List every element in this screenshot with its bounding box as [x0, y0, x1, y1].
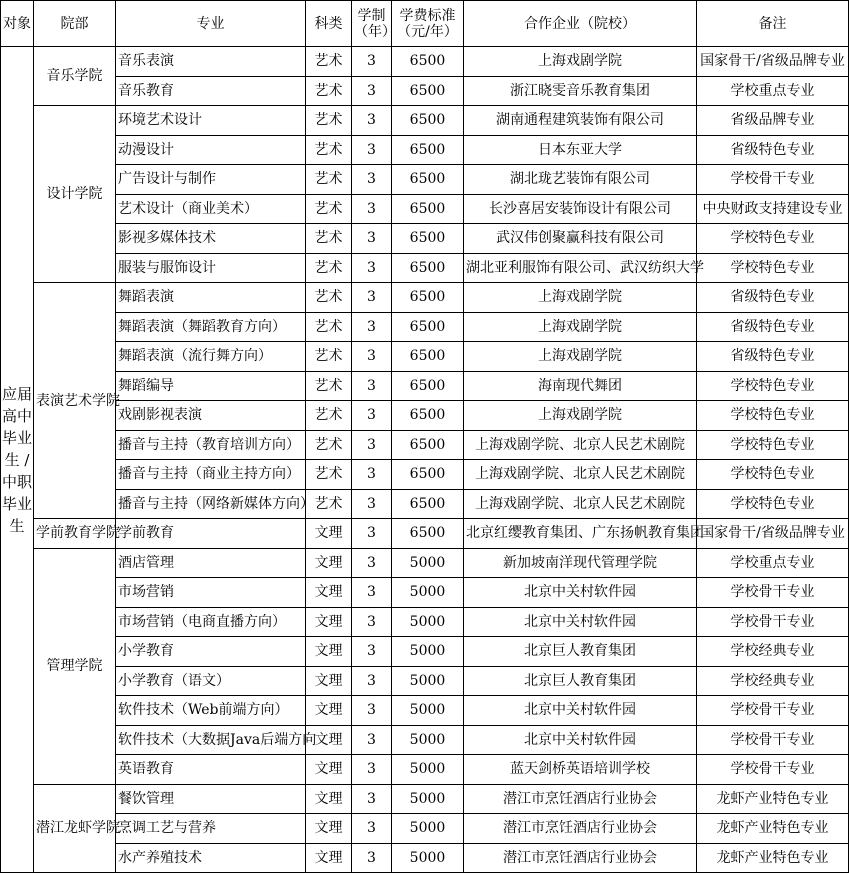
partner-cell: 上海戏剧学院 [464, 342, 697, 372]
college-cell: 表演艺术学院 [34, 283, 116, 519]
category-cell: 艺术 [306, 165, 352, 195]
note-cell: 龙虾产业特色专业 [697, 843, 849, 873]
major-cell: 市场营销（电商直播方向） [116, 607, 306, 637]
header-major: 专业 [116, 1, 306, 47]
note-cell: 学校特色专业 [697, 430, 849, 460]
partner-cell: 北京中关村软件园 [464, 607, 697, 637]
header-row [1, 1, 849, 47]
fee-cell: 6500 [392, 253, 464, 283]
partner-cell: 上海戏剧学院 [464, 283, 697, 313]
duration-cell: 3 [352, 224, 392, 254]
partner-cell: 北京巨人教育集团 [464, 637, 697, 667]
college-cell: 音乐学院 [34, 47, 116, 106]
partner-cell: 蓝天剑桥英语培训学校 [464, 755, 697, 785]
header-college: 院部 [34, 1, 116, 47]
table-row [1, 637, 849, 667]
header-fee [392, 1, 464, 47]
duration-cell: 3 [352, 106, 392, 136]
category-cell: 艺术 [306, 47, 352, 77]
major-cell: 小学教育 [116, 637, 306, 667]
college-cell: 学前教育学院 [34, 519, 116, 549]
note-cell: 学校重点专业 [697, 548, 849, 578]
duration-cell: 3 [352, 607, 392, 637]
fee-cell: 5000 [392, 578, 464, 608]
fee-cell: 5000 [392, 696, 464, 726]
table-row [1, 666, 849, 696]
table-row [1, 342, 849, 372]
note-cell: 学校骨干专业 [697, 725, 849, 755]
college-cell: 管理学院 [34, 548, 116, 784]
fee-cell: 5000 [392, 784, 464, 814]
partner-cell: 潜江市烹饪酒店行业协会 [464, 843, 697, 873]
fee-cell: 6500 [392, 430, 464, 460]
header-duration [352, 1, 396, 47]
major-cell: 环境艺术设计 [116, 106, 306, 136]
header-fee-line2: （元/年） [397, 23, 458, 40]
partner-cell: 北京红缨教育集团、广东扬帆教育集团 [464, 519, 697, 549]
table-row [1, 194, 849, 224]
partner-cell: 上海戏剧学院、北京人民艺术剧院 [464, 430, 697, 460]
fee-cell: 6500 [392, 165, 464, 195]
major-cell: 软件技术（大数据Java后端方向 [116, 725, 306, 755]
table-row [1, 283, 849, 313]
note-cell: 学校特色专业 [697, 253, 849, 283]
major-cell: 烹调工艺与营养 [116, 814, 306, 844]
fee-cell: 6500 [392, 283, 464, 313]
category-cell: 艺术 [306, 460, 352, 490]
fee-cell: 5000 [392, 548, 464, 578]
fee-cell: 6500 [392, 460, 464, 490]
major-cell: 艺术设计（商业美术） [116, 194, 306, 224]
note-cell: 国家骨干/省级品牌专业 [697, 47, 849, 77]
fee-cell: 5000 [392, 814, 464, 844]
table-row [1, 76, 849, 106]
fee-cell: 6500 [392, 401, 464, 431]
duration-cell: 3 [352, 194, 392, 224]
major-cell: 软件技术（Web前端方向） [116, 696, 306, 726]
fee-cell: 5000 [392, 666, 464, 696]
major-cell: 播音与主持（网络新媒体方向） [116, 489, 306, 519]
major-cell: 广告设计与制作 [116, 165, 306, 195]
major-cell: 影视多媒体技术 [116, 224, 306, 254]
college-cell: 设计学院 [34, 106, 116, 283]
duration-cell: 3 [352, 696, 392, 726]
note-cell: 省级特色专业 [697, 342, 849, 372]
note-cell: 学校骨干专业 [697, 755, 849, 785]
major-cell: 学前教育 [116, 519, 306, 549]
table-row [1, 696, 849, 726]
partner-cell: 北京中关村软件园 [464, 696, 697, 726]
partner-cell: 上海戏剧学院 [464, 401, 697, 431]
category-cell: 文理 [306, 519, 352, 549]
fee-cell: 6500 [392, 135, 464, 165]
major-cell: 舞蹈编导 [116, 371, 306, 401]
category-cell: 文理 [306, 637, 352, 667]
note-cell: 学校特色专业 [697, 401, 849, 431]
category-cell: 文理 [306, 666, 352, 696]
major-cell: 舞蹈表演（舞蹈教育方向） [116, 312, 306, 342]
table-row [1, 784, 849, 814]
duration-cell: 3 [352, 843, 392, 873]
table-row [1, 430, 849, 460]
category-cell: 文理 [306, 843, 352, 873]
partner-cell: 北京巨人教育集团 [464, 666, 697, 696]
category-cell: 文理 [306, 784, 352, 814]
category-cell: 文理 [306, 814, 352, 844]
note-cell: 学校骨干专业 [697, 607, 849, 637]
duration-cell: 3 [352, 755, 392, 785]
partner-cell: 湖北亚利服饰有限公司、武汉纺织大学 [464, 253, 697, 283]
duration-cell: 3 [352, 814, 392, 844]
major-cell: 酒店管理 [116, 548, 306, 578]
major-cell: 服装与服饰设计 [116, 253, 306, 283]
header-target: 对象 [1, 1, 34, 47]
note-cell: 省级特色专业 [697, 312, 849, 342]
major-cell: 播音与主持（商业主持方向） [116, 460, 306, 490]
table-row [1, 843, 849, 873]
category-cell: 艺术 [306, 312, 352, 342]
category-cell: 艺术 [306, 224, 352, 254]
category-cell: 文理 [306, 725, 352, 755]
partner-cell: 湖南通程建筑装饰有限公司 [464, 106, 697, 136]
duration-cell: 3 [352, 460, 392, 490]
table-row [1, 814, 849, 844]
category-cell: 文理 [306, 696, 352, 726]
duration-cell: 3 [352, 76, 392, 106]
fee-cell: 6500 [392, 224, 464, 254]
table-row [1, 578, 849, 608]
duration-cell: 3 [352, 519, 392, 549]
fee-cell: 6500 [392, 76, 464, 106]
duration-cell: 3 [352, 637, 392, 667]
table-row [1, 312, 849, 342]
duration-cell: 3 [352, 135, 392, 165]
major-cell: 播音与主持（教育培训方向） [116, 430, 306, 460]
table-row [1, 224, 849, 254]
partner-cell: 浙江晓雯音乐教育集团 [464, 76, 697, 106]
fee-cell: 5000 [392, 725, 464, 755]
college-cell: 潜江龙虾学院 [34, 784, 116, 873]
duration-cell: 3 [352, 342, 392, 372]
target-group-cell: 应届高中毕业生 / 中职毕业生 [1, 47, 34, 873]
note-cell: 学校骨干专业 [697, 578, 849, 608]
category-cell: 艺术 [306, 401, 352, 431]
note-cell: 省级品牌专业 [697, 106, 849, 136]
table-row [1, 371, 849, 401]
fee-cell: 6500 [392, 106, 464, 136]
duration-cell: 3 [352, 725, 392, 755]
fee-cell: 6500 [392, 342, 464, 372]
note-cell: 龙虾产业特色专业 [697, 814, 849, 844]
header-note: 备注 [697, 1, 849, 47]
category-cell: 艺术 [306, 76, 352, 106]
partner-cell: 北京中关村软件园 [464, 725, 697, 755]
header-duration-line1: 学制 [357, 7, 386, 24]
table-row [1, 401, 849, 431]
partner-cell: 海南现代舞团 [464, 371, 697, 401]
fee-cell: 6500 [392, 371, 464, 401]
duration-cell: 3 [352, 253, 392, 283]
duration-cell: 3 [352, 666, 392, 696]
major-cell: 英语教育 [116, 755, 306, 785]
category-cell: 文理 [306, 607, 352, 637]
fee-cell: 6500 [392, 519, 464, 549]
header-category: 科类 [306, 1, 352, 47]
major-cell: 小学教育（语文） [116, 666, 306, 696]
header-partner: 合作企业（院校） [464, 1, 697, 47]
table-row [1, 460, 849, 490]
note-cell: 国家骨干/省级品牌专业 [697, 519, 849, 549]
fee-cell: 6500 [392, 194, 464, 224]
note-cell: 省级特色专业 [697, 135, 849, 165]
partner-cell: 新加坡南洋现代管理学院 [464, 548, 697, 578]
category-cell: 艺术 [306, 489, 352, 519]
partner-cell: 日本东亚大学 [464, 135, 697, 165]
note-cell: 学校特色专业 [697, 371, 849, 401]
category-cell: 艺术 [306, 371, 352, 401]
major-cell: 音乐表演 [116, 47, 306, 77]
partner-cell: 上海戏剧学院 [464, 47, 697, 77]
table-row [1, 725, 849, 755]
category-cell: 艺术 [306, 430, 352, 460]
category-cell: 艺术 [306, 106, 352, 136]
table-row [1, 106, 849, 136]
table-row [1, 755, 849, 785]
note-cell: 学校骨干专业 [697, 696, 849, 726]
major-cell: 市场营销 [116, 578, 306, 608]
category-cell: 艺术 [306, 283, 352, 313]
duration-cell: 3 [352, 371, 392, 401]
partner-cell: 上海戏剧学院 [464, 312, 697, 342]
category-cell: 艺术 [306, 342, 352, 372]
duration-cell: 3 [352, 430, 392, 460]
duration-cell: 3 [352, 312, 392, 342]
fee-cell: 5000 [392, 843, 464, 873]
duration-cell: 3 [352, 165, 392, 195]
note-cell: 学校经典专业 [697, 666, 849, 696]
fee-cell: 6500 [392, 312, 464, 342]
note-cell: 学校重点专业 [697, 76, 849, 106]
table-row [1, 47, 849, 77]
fee-cell: 5000 [392, 755, 464, 785]
duration-cell: 3 [352, 283, 392, 313]
note-cell: 省级特色专业 [697, 283, 849, 313]
table-row [1, 519, 849, 549]
header-duration-line2: （年） [354, 23, 396, 40]
major-cell: 餐饮管理 [116, 784, 306, 814]
fee-cell: 5000 [392, 637, 464, 667]
partner-cell: 潜江市烹饪酒店行业协会 [464, 784, 697, 814]
major-cell: 音乐教育 [116, 76, 306, 106]
note-cell: 学校特色专业 [697, 489, 849, 519]
table-row [1, 165, 849, 195]
table-row [1, 253, 849, 283]
table-body [1, 47, 849, 873]
major-cell: 动漫设计 [116, 135, 306, 165]
partner-cell: 潜江市烹饪酒店行业协会 [464, 814, 697, 844]
duration-cell: 3 [352, 548, 392, 578]
duration-cell: 3 [352, 489, 392, 519]
category-cell: 文理 [306, 755, 352, 785]
table-row [1, 548, 849, 578]
partner-cell: 武汉伟创聚赢科技有限公司 [464, 224, 697, 254]
major-cell: 舞蹈表演 [116, 283, 306, 313]
category-cell: 文理 [306, 578, 352, 608]
note-cell: 学校经典专业 [697, 637, 849, 667]
table-row [1, 607, 849, 637]
major-cell: 舞蹈表演（流行舞方向） [116, 342, 306, 372]
table-row [1, 489, 849, 519]
duration-cell: 3 [352, 578, 392, 608]
major-cell: 戏剧影视表演 [116, 401, 306, 431]
note-cell: 中央财政支持建设专业 [697, 194, 849, 224]
note-cell: 学校特色专业 [697, 460, 849, 490]
partner-cell: 北京中关村软件园 [464, 578, 697, 608]
category-cell: 艺术 [306, 194, 352, 224]
partner-cell: 上海戏剧学院、北京人民艺术剧院 [464, 460, 697, 490]
category-cell: 艺术 [306, 253, 352, 283]
duration-cell: 3 [352, 47, 392, 77]
fee-cell: 5000 [392, 607, 464, 637]
note-cell: 学校骨干专业 [697, 165, 849, 195]
major-cell: 水产养殖技术 [116, 843, 306, 873]
category-cell: 文理 [306, 548, 352, 578]
partner-cell: 长沙喜居安装饰设计有限公司 [464, 194, 697, 224]
category-cell: 艺术 [306, 135, 352, 165]
partner-cell: 上海戏剧学院、北京人民艺术剧院 [464, 489, 697, 519]
fee-cell: 6500 [392, 47, 464, 77]
table-row [1, 135, 849, 165]
duration-cell: 3 [352, 401, 392, 431]
duration-cell: 3 [352, 784, 392, 814]
fee-cell: 6500 [392, 489, 464, 519]
note-cell: 学校特色专业 [697, 224, 849, 254]
partner-cell: 湖北珑艺装饰有限公司 [464, 165, 697, 195]
note-cell: 龙虾产业特色专业 [697, 784, 849, 814]
header-fee-line1: 学费标准 [399, 7, 456, 24]
